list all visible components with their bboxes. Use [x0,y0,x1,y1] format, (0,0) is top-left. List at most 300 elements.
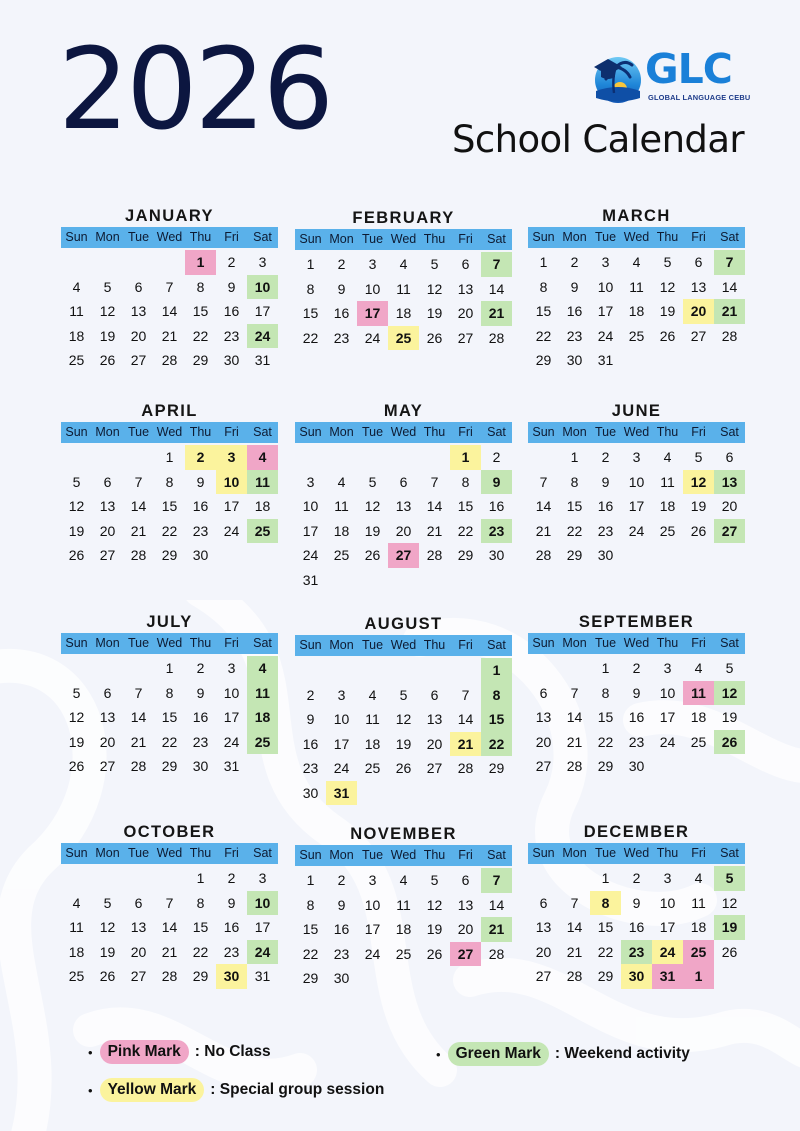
day-cell-green: 13 [714,470,745,495]
weekday-label: Sun [65,230,88,244]
day-cell: 24 [364,945,381,962]
day-cell: 7 [165,894,174,911]
day-cell: 28 [535,547,552,563]
day-cell: 24 [223,733,240,750]
day-cell: 28 [566,968,583,984]
day-cell: 31 [254,968,271,984]
day-cell: 30 [566,352,583,368]
day-cell: 14 [566,709,583,725]
weekday-label: Thu [423,638,446,652]
empty-cell [357,445,388,470]
day-cell: 19 [395,735,412,752]
day-cell: 23 [333,945,350,962]
day-cell: 13 [395,498,412,514]
empty-cell [388,445,419,470]
day-cell: 6 [134,894,143,911]
day-cell: 20 [99,522,116,539]
day-cell: 2 [570,254,579,270]
empty-cell [559,866,590,891]
month-march [528,205,745,373]
next-month-day-cell: 1 [683,964,714,989]
day-cell: 10 [364,896,381,913]
weekday-label: Mon [562,846,587,860]
empty-cell [559,656,590,681]
day-cell: 28 [161,352,178,368]
day-cell: 28 [721,327,738,344]
weekday-label: Fri [224,230,239,244]
logo-subtext: GLOBAL LANGUAGE CEBU [648,93,751,102]
day-cell: 16 [628,709,645,725]
weekday-label: Sat [253,230,272,244]
day-cell: 20 [99,733,116,750]
day-cell: 24 [333,760,350,776]
day-cell: 6 [694,254,703,270]
month-july [61,611,278,779]
day-cell-green: 7 [481,252,512,277]
day-cell: 27 [535,968,552,984]
day-cell: 10 [364,280,381,297]
day-cell: 6 [430,686,439,703]
day-cell: 11 [334,498,349,514]
day-cell-pink: 1 [185,250,216,275]
day-grid [61,656,278,779]
day-grid [295,658,512,805]
day-cell: 19 [721,709,738,725]
weekday-label: Wed [156,846,183,860]
day-cell: 5 [399,686,408,703]
day-cell: 15 [161,498,178,514]
day-cell: 11 [660,473,675,490]
day-cell: 26 [68,758,85,774]
day-cell: 28 [488,945,505,962]
day-cell: 6 [134,278,143,295]
day-cell: 7 [134,473,143,490]
day-cell-green: 12 [714,681,745,706]
weekday-label: Fri [691,230,706,244]
empty-cell [123,656,154,681]
day-cell: 4 [399,872,408,888]
day-cell-green: 10 [247,275,278,300]
day-cell: 14 [130,709,147,725]
legend-green-label: Green Mark [448,1042,549,1066]
day-cell: 4 [663,449,672,465]
day-cell: 9 [570,278,579,295]
day-cell-green: 24 [247,324,278,349]
day-cell-green: 5 [714,866,745,891]
day-grid [61,445,278,568]
day-cell: 13 [535,709,552,725]
weekday-header [295,229,512,250]
day-cell: 30 [488,547,505,563]
weekday-label: Mon [95,230,120,244]
day-cell: 4 [368,686,377,703]
month-title: JANUARY [125,207,214,225]
day-cell: 11 [691,894,706,911]
day-cell: 16 [302,735,319,752]
empty-cell [123,445,154,470]
empty-cell [92,656,123,681]
day-cell: 15 [597,709,614,725]
day-cell: 18 [254,498,271,514]
day-cell: 28 [457,760,474,776]
day-cell: 2 [492,449,501,465]
day-cell: 1 [196,870,205,886]
day-cell: 31 [223,758,240,774]
month-title: DECEMBER [583,823,690,841]
weekday-label: Tue [127,846,150,860]
day-cell: 22 [535,327,552,344]
day-cell: 7 [134,684,143,701]
day-cell: 16 [192,709,209,725]
day-cell: 3 [601,254,610,270]
weekday-label: Thu [656,846,679,860]
day-cell: 4 [632,254,641,270]
day-cell: 22 [597,733,614,750]
day-cell: 23 [192,522,209,539]
day-cell-green: 21 [481,917,512,942]
day-cell: 21 [130,733,147,750]
day-cell: 2 [601,449,610,465]
day-cell: 12 [721,894,738,911]
day-cell-green: 4 [247,656,278,681]
year-title: 2026 [58,25,332,155]
day-cell: 2 [196,660,205,676]
weekday-label: Mon [562,230,587,244]
logo-wordmark: GLC [645,45,732,93]
day-cell: 10 [597,278,614,295]
day-cell: 16 [488,498,505,514]
day-cell: 26 [68,547,85,563]
day-cell: 13 [535,919,552,935]
day-cell: 9 [337,280,346,297]
empty-cell [528,866,559,891]
empty-cell [295,445,326,470]
globe-palm-logo-icon [592,53,644,105]
logo [592,45,752,105]
day-cell: 16 [223,303,240,319]
weekday-header [528,633,745,654]
weekday-header [61,633,278,654]
day-grid [295,252,512,350]
day-cell: 30 [302,784,319,801]
weekday-header [528,227,745,248]
day-cell: 25 [395,945,412,962]
weekday-label: Fri [458,638,473,652]
weekday-label: Sat [253,425,272,439]
day-cell: 26 [426,945,443,962]
day-cell: 23 [223,327,240,344]
day-cell: 4 [399,256,408,272]
weekday-label: Wed [390,638,417,652]
day-cell: 9 [196,473,205,490]
day-cell: 5 [72,684,81,701]
day-cell: 2 [632,660,641,676]
day-cell: 5 [72,473,81,490]
day-cell: 16 [192,498,209,514]
bullet-icon: • [88,1082,93,1098]
day-cell: 3 [663,870,672,886]
day-cell: 29 [597,968,614,984]
day-cell: 19 [426,921,443,937]
weekday-label: Mon [562,425,587,439]
month-title: AUGUST [364,615,443,633]
day-cell: 19 [68,733,85,750]
day-cell: 25 [68,968,85,984]
day-cell: 16 [628,919,645,935]
day-cell: 4 [72,894,81,911]
day-cell: 9 [601,473,610,490]
day-cell: 20 [130,327,147,344]
day-cell: 11 [69,919,84,935]
day-cell: 18 [690,709,707,725]
day-cell: 29 [597,758,614,774]
day-cell: 26 [364,547,381,563]
day-cell: 5 [430,256,439,272]
day-cell: 17 [302,522,319,539]
day-cell: 29 [161,758,178,774]
month-title: NOVEMBER [350,825,457,843]
day-cell: 6 [461,872,470,888]
day-cell: 22 [302,945,319,962]
day-cell: 26 [395,760,412,776]
day-cell-green: 7 [714,250,745,275]
weekday-label: Tue [127,636,150,650]
empty-cell [92,250,123,275]
weekday-label: Sun [65,636,88,650]
day-cell: 5 [103,894,112,911]
day-cell: 15 [302,305,319,321]
empty-cell [92,445,123,470]
day-cell: 20 [457,921,474,937]
legend-pink-desc: : No Class [194,1043,271,1060]
day-cell: 13 [99,709,116,725]
weekday-label: Sat [487,848,506,862]
day-cell: 23 [566,327,583,344]
weekday-header [61,227,278,248]
month-title: OCTOBER [123,823,216,841]
weekday-label: Fri [458,848,473,862]
weekday-label: Thu [189,425,212,439]
weekday-label: Mon [329,425,354,439]
day-cell: 28 [566,758,583,774]
day-cell-yellow: 8 [590,891,621,916]
day-cell: 10 [333,711,350,727]
day-cell: 15 [302,921,319,937]
weekday-label: Mon [95,425,120,439]
day-cell: 21 [535,522,552,539]
day-cell: 7 [570,684,579,701]
day-cell-green: 23 [621,940,652,965]
day-cell: 24 [302,547,319,563]
day-cell: 28 [130,758,147,774]
day-cell: 20 [535,733,552,750]
legend-yellow-desc: : Special group session [210,1081,385,1098]
empty-cell [123,866,154,891]
day-cell-yellow: 20 [683,299,714,324]
day-cell: 25 [659,522,676,539]
day-cell: 23 [192,733,209,750]
day-cell: 19 [99,327,116,344]
day-cell: 19 [99,943,116,960]
month-september [528,611,745,779]
day-cell: 9 [227,278,236,295]
day-cell: 12 [395,711,412,727]
day-cell: 16 [597,498,614,514]
legend-yellow [88,1078,384,1102]
day-cell: 22 [302,329,319,346]
day-cell-yellow: 25 [388,326,419,351]
day-cell-yellow: 24 [652,940,683,965]
day-cell-green: 19 [714,915,745,940]
day-cell: 29 [457,547,474,563]
weekday-label: Fri [224,425,239,439]
empty-cell [92,866,123,891]
weekday-label: Wed [623,846,650,860]
day-cell-green: 9 [481,470,512,495]
day-cell: 9 [227,894,236,911]
day-cell: 5 [103,278,112,295]
weekday-header [528,843,745,864]
day-cell: 27 [535,758,552,774]
day-cell: 11 [396,280,411,297]
day-cell: 6 [399,473,408,490]
legend-pink-label: Pink Mark [100,1040,189,1064]
day-cell: 11 [629,278,644,295]
weekday-label: Sat [487,232,506,246]
day-cell: 5 [368,473,377,490]
day-cell: 25 [364,760,381,776]
day-cell: 6 [539,684,548,701]
empty-cell [450,658,481,683]
day-cell-green: 24 [247,940,278,965]
day-cell: 8 [570,473,579,490]
day-cell: 5 [430,872,439,888]
day-cell: 29 [302,970,319,986]
empty-cell [61,250,92,275]
day-cell: 27 [130,352,147,368]
day-cell: 5 [725,660,734,676]
weekday-label: Fri [691,846,706,860]
day-cell: 15 [457,498,474,514]
day-cell: 2 [227,870,236,886]
day-cell: 3 [258,254,267,270]
weekday-label: Sun [299,232,322,246]
day-cell: 17 [659,709,676,725]
day-cell: 7 [570,894,579,911]
empty-cell [357,658,388,683]
day-cell: 17 [254,303,271,319]
weekday-label: Fri [458,425,473,439]
weekday-label: Thu [656,636,679,650]
day-cell: 12 [99,303,116,319]
day-cell: 22 [566,522,583,539]
day-cell-green: 22 [481,732,512,757]
day-cell: 1 [570,449,579,465]
day-cell: 7 [461,686,470,703]
day-cell: 29 [566,547,583,563]
day-cell: 22 [192,327,209,344]
legend-green-desc: : Weekend activity [554,1045,690,1062]
day-cell: 30 [192,547,209,563]
day-cell: 23 [333,329,350,346]
day-cell-green: 27 [714,519,745,544]
day-cell: 29 [192,968,209,984]
day-cell: 18 [659,498,676,514]
day-cell: 19 [426,305,443,321]
day-cell: 8 [601,684,610,701]
day-cell: 2 [306,686,315,703]
weekday-label: Sat [720,636,739,650]
day-cell-green: 23 [481,519,512,544]
day-cell-pink: 27 [450,942,481,967]
day-cell: 18 [690,919,707,935]
month-august [295,613,512,805]
day-cell: 10 [659,894,676,911]
day-cell: 22 [597,943,614,960]
day-cell: 16 [566,303,583,319]
weekday-label: Sun [532,846,555,860]
weekday-label: Sat [487,638,506,652]
day-cell: 8 [461,473,470,490]
day-cell: 24 [659,733,676,750]
day-cell: 17 [223,709,240,725]
day-cell: 4 [337,473,346,490]
weekday-label: Thu [423,425,446,439]
day-cell: 14 [535,498,552,514]
weekday-label: Sun [299,638,322,652]
day-cell: 8 [196,278,205,295]
weekday-label: Sat [720,846,739,860]
weekday-label: Fri [458,232,473,246]
empty-cell [61,656,92,681]
day-cell: 29 [161,547,178,563]
day-cell-yellow: 10 [216,470,247,495]
day-cell: 6 [539,894,548,911]
day-cell: 11 [69,303,84,319]
day-cell: 26 [99,968,116,984]
day-cell-green: 26 [714,730,745,755]
day-grid [295,445,512,592]
day-cell: 9 [337,896,346,913]
day-cell: 1 [601,870,610,886]
day-cell: 17 [659,919,676,935]
day-cell-pink: 17 [357,301,388,326]
bullet-icon: • [436,1046,441,1062]
day-cell: 29 [535,352,552,368]
day-cell: 12 [659,278,676,295]
weekday-label: Fri [224,846,239,860]
weekday-label: Tue [361,638,384,652]
day-cell: 23 [597,522,614,539]
day-cell: 19 [690,498,707,514]
month-january [61,205,278,373]
day-cell: 9 [632,684,641,701]
day-cell: 31 [302,571,319,588]
day-cell: 9 [196,684,205,701]
weekday-label: Sat [487,425,506,439]
day-cell: 14 [161,303,178,319]
empty-cell [419,658,450,683]
day-cell: 12 [99,919,116,935]
month-title: MARCH [602,207,671,225]
day-cell: 28 [130,547,147,563]
day-cell: 27 [99,547,116,563]
day-cell-pink: 4 [247,445,278,470]
legend-yellow-label: Yellow Mark [100,1078,205,1102]
day-grid [61,250,278,373]
day-cell: 24 [364,329,381,346]
weekday-label: Thu [656,425,679,439]
